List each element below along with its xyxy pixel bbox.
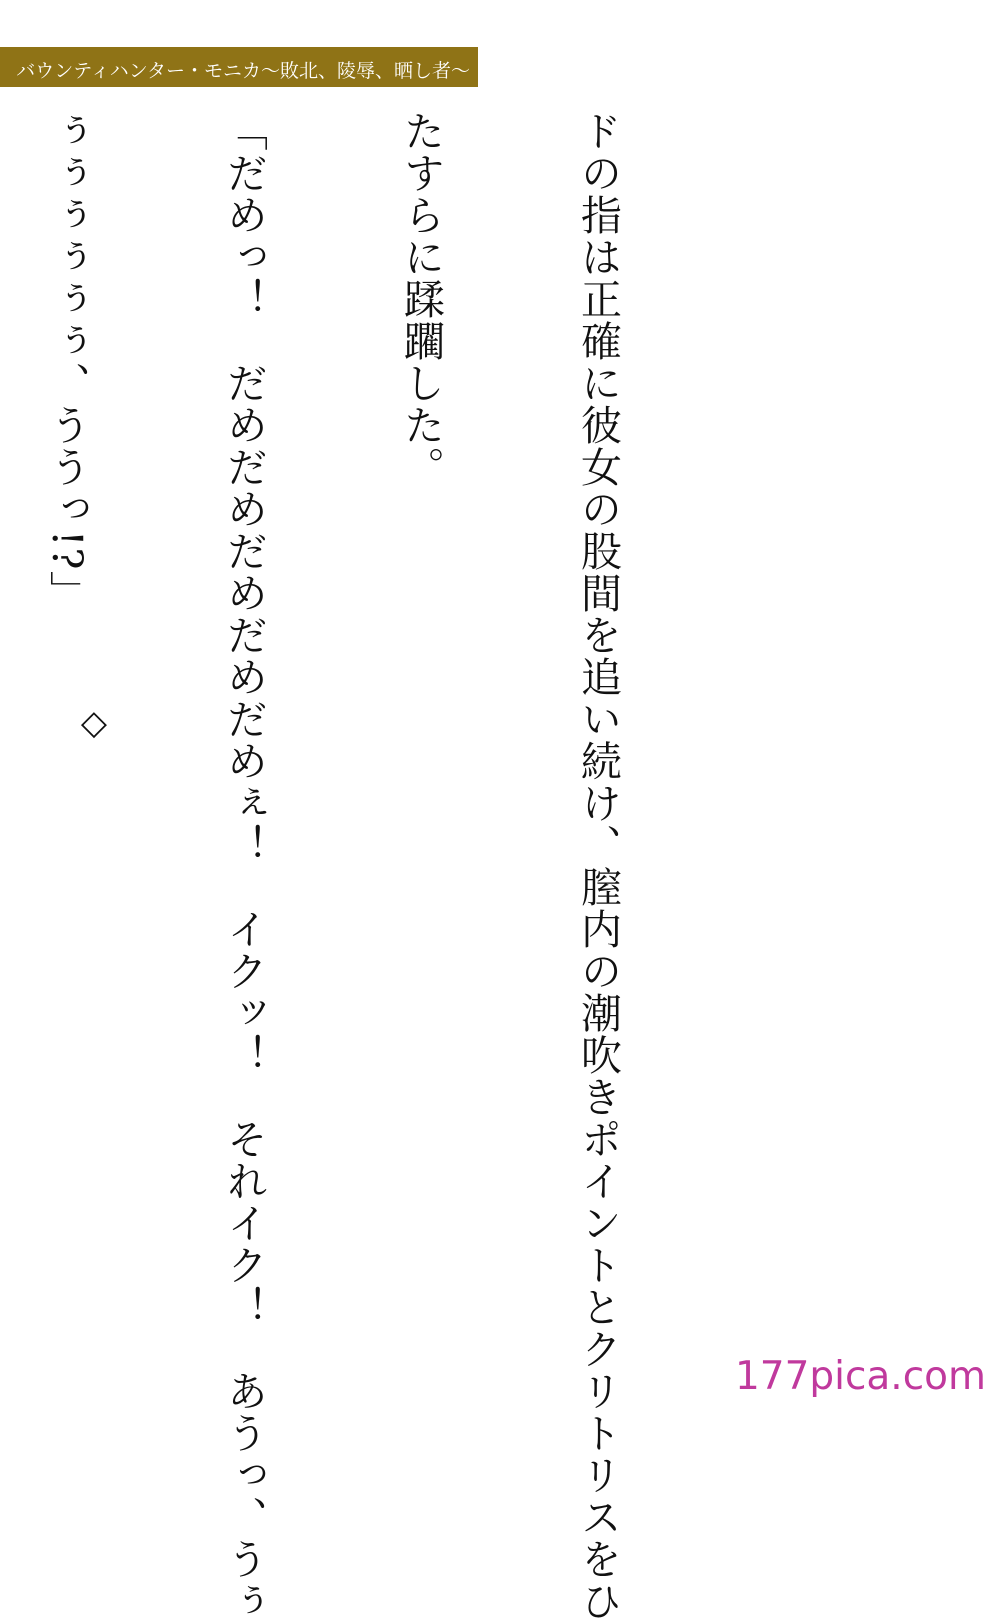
text-line: たすらに蹂躙した。 — [397, 110, 445, 488]
running-header-bar — [0, 47, 478, 87]
running-header-title: バウンティハンター・モニカ〜敗北、陵辱、晒し者〜 — [16, 60, 470, 82]
text-line: ドの指は正確に彼女の股間を追い続け、膣内の潮吹きポイントとクリトリスをひ — [574, 110, 622, 1622]
watermark: 177pica.com — [734, 1354, 986, 1399]
text-line: ぅぅぅぅぅぅ、ううっ!?」 — [43, 110, 91, 613]
section-break-diamond-icon: ◇ — [80, 703, 108, 743]
text-line: 「だめっ！ だめだめだめだめだめぇ！ イクッ！ それイク！ あうっ、うぅ — [220, 110, 268, 1622]
